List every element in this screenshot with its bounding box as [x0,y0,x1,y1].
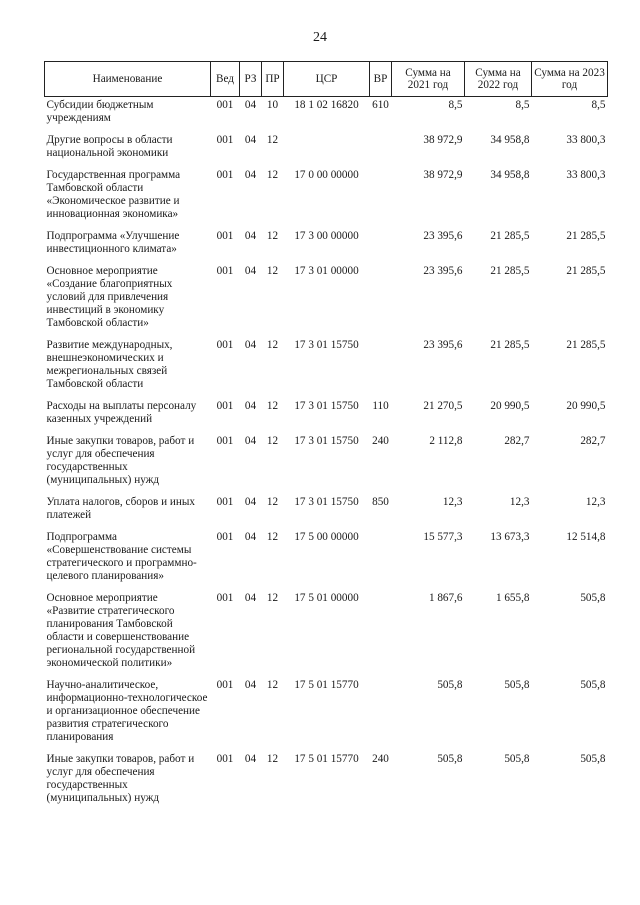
cell-pr: 12 [266,339,279,351]
cell-y2023: 21 285,5 [566,230,606,242]
cell-y2022: 21 285,5 [490,265,530,277]
cell-vr: 850 [372,496,389,508]
cell-pr: 12 [266,435,279,447]
cell-y2021: 505,8 [437,753,463,765]
cell-y2023: 12,3 [585,496,606,508]
cell-ved: 001 [216,339,234,351]
cell-y2023: 505,8 [580,592,606,604]
cell-ved: 001 [216,496,234,508]
cell-ved: 001 [216,592,234,604]
cell-vr: 240 [372,435,389,447]
cell-y2023: 21 285,5 [566,265,606,277]
cell-ved: 001 [216,230,234,242]
cell-y2023: 282,7 [580,435,606,447]
cell-pr: 12 [266,134,279,146]
cell-ved: 001 [216,265,234,277]
header-name: Наименование [45,62,211,97]
cell-y2021: 38 972,9 [423,169,463,181]
header-ved: Вед [211,62,240,97]
cell-ved: 001 [216,531,234,543]
cell-name: Иные закупки товаров, работ и услуг для обеспечения государственных (муниципальных) нужд [46,435,195,486]
cell-y2023: 33 800,3 [566,169,606,181]
header-vr: ВР [370,62,392,97]
cell-pr: 12 [266,531,279,543]
cell-csr: 17 0 00 00000 [294,169,359,181]
table-row [45,263,608,337]
cell-pr: 12 [266,400,279,412]
cell-y2022: 21 285,5 [490,230,530,242]
cell-csr: 17 5 01 15770 [294,679,359,691]
cell-y2022: 1 655,8 [495,592,530,604]
cell-name: Подпрограмма «Улучшение инвестиционного климата» [46,230,180,255]
cell-name: Другие вопросы в области национальной экономики [46,134,173,159]
cell-y2021: 8,5 [448,99,463,111]
cell-vr [370,167,392,228]
cell-y2021: 1 867,6 [428,592,463,604]
table-row [45,167,608,228]
header-rz: РЗ [240,62,262,97]
table-row [45,132,608,167]
header-year-2023: Сумма на 2023 год [532,62,608,97]
cell-name: Развитие международных, внешнеэкономических и межрегиональных связей Тамбовской области [46,339,173,390]
cell-y2023: 505,8 [580,753,606,765]
cell-pr: 12 [266,230,279,242]
table-row [45,228,608,263]
cell-y2023: 20 990,5 [566,400,606,412]
cell-rz: 04 [244,265,257,277]
cell-y2022: 8,5 [515,99,530,111]
header-year-2022: Сумма на 2022 год [465,62,532,97]
budget-table [44,61,608,812]
cell-y2022: 282,7 [504,435,530,447]
cell-ved: 001 [216,435,234,447]
cell-name: Государственная программа Тамбовской области «Экономическое развитие и инновационная экономика» [46,169,181,220]
cell-y2023: 33 800,3 [566,134,606,146]
cell-y2023: 505,8 [580,679,606,691]
cell-ved: 001 [216,400,234,412]
table-row [45,494,608,529]
cell-csr: 17 3 01 15750 [294,339,359,351]
cell-y2021: 2 112,8 [429,435,463,447]
table-row [45,590,608,677]
cell-vr [370,677,392,751]
cell-name: Расходы на выплаты персоналу казенных учреждений [46,400,197,425]
cell-csr: 18 1 02 16820 [294,99,359,111]
cell-vr [370,590,392,677]
cell-rz: 04 [244,496,257,508]
cell-rz: 04 [244,753,257,765]
cell-vr [370,263,392,337]
cell-y2021: 12,3 [442,496,463,508]
table-row [45,398,608,433]
cell-csr: 17 3 00 00000 [294,230,359,242]
cell-y2022: 34 958,8 [490,134,530,146]
cell-vr [370,337,392,398]
header-csr: ЦСР [284,62,370,97]
cell-y2022: 12,3 [509,496,530,508]
cell-vr: 240 [372,753,389,765]
cell-ved: 001 [216,134,234,146]
cell-vr [370,228,392,263]
cell-pr: 12 [266,496,279,508]
cell-rz: 04 [244,339,257,351]
cell-csr: 17 3 01 15750 [294,496,359,508]
cell-vr [370,132,392,167]
cell-csr: 17 3 01 15750 [294,435,359,447]
cell-rz: 04 [244,679,257,691]
cell-rz: 04 [244,134,257,146]
cell-y2022: 34 958,8 [490,169,530,181]
cell-vr: 110 [372,400,389,412]
cell-pr: 12 [266,753,279,765]
cell-csr [284,132,370,167]
cell-csr: 17 3 01 15750 [294,400,359,412]
cell-name: Иные закупки товаров, работ и услуг для обеспечения государственных (муниципальных) нужд [46,753,195,804]
cell-ved: 001 [216,753,234,765]
cell-name: Основное мероприятие «Развитие стратегического планирования Тамбовской области и совершенствование региональной государственной экономической политики» [46,592,196,669]
cell-csr: 17 5 01 00000 [294,592,359,604]
cell-rz: 04 [244,592,257,604]
cell-pr: 10 [266,99,279,111]
cell-ved: 001 [216,169,234,181]
header-year-2021: Сумма на 2021 год [392,62,465,97]
cell-pr: 12 [266,679,279,691]
cell-csr: 17 5 00 00000 [294,531,359,543]
table-row [45,97,608,133]
cell-rz: 04 [244,230,257,242]
cell-name: Уплата налогов, сборов и иных платежей [46,496,196,521]
cell-name: Субсидии бюджетным учреждениям [46,99,154,124]
table-header-row [45,62,608,97]
header-pr: ПР [262,62,284,97]
cell-y2022: 505,8 [504,679,530,691]
cell-vr [370,529,392,590]
cell-rz: 04 [244,400,257,412]
cell-y2021: 505,8 [437,679,463,691]
cell-y2022: 20 990,5 [490,400,530,412]
cell-csr: 17 5 01 15770 [294,753,359,765]
cell-y2022: 13 673,3 [490,531,530,543]
cell-rz: 04 [244,99,257,111]
cell-pr: 12 [266,265,279,277]
cell-y2021: 23 395,6 [423,265,463,277]
cell-y2023: 21 285,5 [566,339,606,351]
page-number: 24 [313,30,327,45]
cell-ved: 001 [216,679,234,691]
cell-y2023: 8,5 [591,99,606,111]
cell-rz: 04 [244,169,257,181]
table-row [45,751,608,812]
cell-ved: 001 [216,99,234,111]
cell-name: Подпрограмма «Совершенствование системы стратегического и программно-целевого планирования» [46,531,197,582]
table-row [45,433,608,494]
cell-rz: 04 [244,435,257,447]
cell-name: Основное мероприятие «Создание благоприятных условий для привлечения инвестиций в экономику Тамбовской области» [46,265,173,329]
table-row [45,677,608,751]
cell-y2021: 38 972,9 [423,134,463,146]
table-row [45,529,608,590]
cell-vr: 610 [372,99,389,111]
cell-rz: 04 [244,531,257,543]
table-row [45,337,608,398]
table-body [45,97,608,813]
cell-y2022: 21 285,5 [490,339,530,351]
cell-name: Научно-аналитическое, информационно-технологическое и организационное обеспечение развития стратегического планирования [46,679,208,743]
cell-y2021: 23 395,6 [423,339,463,351]
cell-y2023: 12 514,8 [566,531,606,543]
cell-csr: 17 3 01 00000 [294,265,359,277]
cell-y2021: 15 577,3 [423,531,463,543]
cell-pr: 12 [266,592,279,604]
cell-y2021: 21 270,5 [423,400,463,412]
cell-y2022: 505,8 [504,753,530,765]
cell-pr: 12 [266,169,279,181]
cell-y2021: 23 395,6 [423,230,463,242]
